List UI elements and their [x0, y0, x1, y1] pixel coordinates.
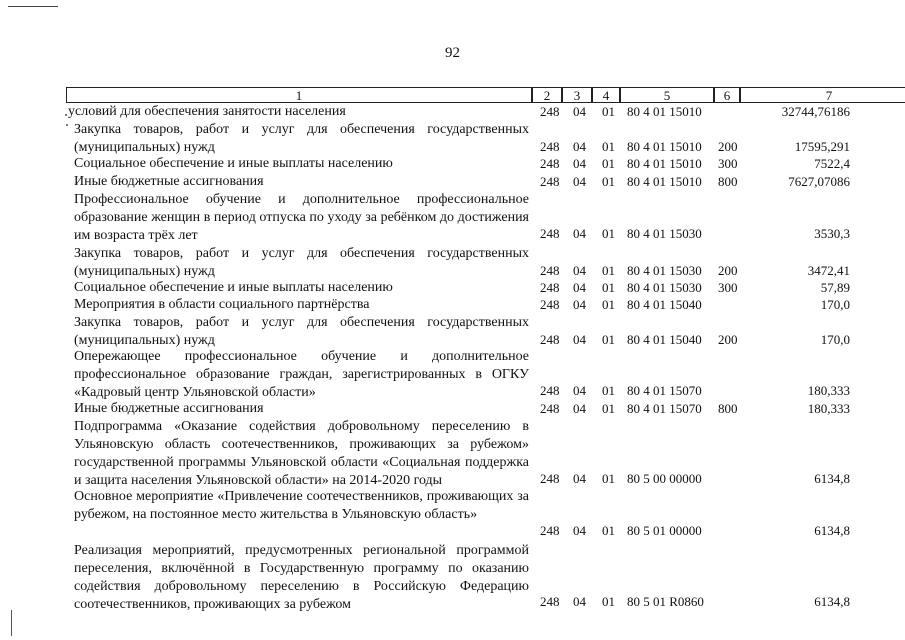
row-sum: 6134,8 [814, 471, 850, 486]
row-pr-code: 01 [602, 332, 615, 347]
row-description: Закупка товаров, работ и услуг для обеспечения государственных (муниципальных) нужд [74, 246, 529, 279]
row-pr-code: 01 [602, 383, 615, 398]
row-sum: 6134,8 [814, 594, 850, 609]
row-description: Социальное обеспечение и иные выплаты населению [74, 156, 393, 171]
row-description: Закупка товаров, работ и услуг для обеспечения государственных (муниципальных) нужд [74, 122, 529, 155]
scan-dot [66, 124, 68, 126]
row-vr-code: 200 [718, 332, 738, 347]
row-sum: 57,89 [820, 280, 850, 295]
row-gr-code: 248 [540, 523, 560, 538]
row-rz-code: 04 [573, 594, 586, 609]
row-gr-code: 248 [540, 332, 560, 347]
row-description: Закупка товаров, работ и услуг для обеспечения государственных (муниципальных) нужд [74, 315, 529, 348]
row-rz-code: 04 [573, 139, 586, 154]
row-cs-code: 80 4 01 15010 [627, 174, 702, 189]
row-pr-code: 01 [602, 280, 615, 295]
row-rz-code: 04 [573, 383, 586, 398]
row-rz-code: 04 [573, 174, 586, 189]
header-col-7: 7 [740, 87, 905, 103]
row-rz-code: 04 [573, 297, 586, 312]
row-rz-code: 04 [573, 401, 586, 416]
row-gr-code: 248 [540, 594, 560, 609]
row-gr-code: 248 [540, 471, 560, 486]
row-gr-code: 248 [540, 297, 560, 312]
row-cs-code: 80 5 01 R0860 [627, 594, 704, 609]
row-sum: 170,0 [820, 297, 850, 312]
row-gr-code: 248 [540, 401, 560, 416]
row-rz-code: 04 [573, 226, 586, 241]
row-gr-code: 248 [540, 156, 560, 171]
row-description: условий для обеспечения занятости населения [68, 104, 346, 119]
row-description: Мероприятия в области социального партнёрства [74, 297, 370, 312]
row-cs-code: 80 4 01 15010 [627, 104, 702, 119]
row-sum: 7522,4 [814, 156, 850, 171]
row-sum: 180,333 [807, 383, 850, 398]
row-pr-code: 01 [602, 263, 615, 278]
row-cs-code: 80 4 01 15070 [627, 401, 702, 416]
row-description: Основное мероприятие «Привлечение соотечественников, проживающих за рубежом, на постоянное место жительства в Ульяновскую область» [74, 489, 529, 522]
row-vr-code: 200 [718, 263, 738, 278]
scan-dot [65, 114, 67, 116]
row-description: Социальное обеспечение и иные выплаты населению [74, 280, 393, 295]
scan-margin-line [11, 610, 12, 636]
row-sum: 170,0 [820, 332, 850, 347]
row-vr-code: 300 [718, 280, 738, 295]
header-col-1: 1 [66, 87, 532, 103]
row-sum: 180,333 [807, 401, 850, 416]
page-number: 92 [445, 45, 460, 61]
row-rz-code: 04 [573, 104, 586, 119]
row-rz-code: 04 [573, 471, 586, 486]
header-col-5: 5 [620, 87, 714, 103]
header-col-2: 2 [532, 87, 562, 103]
row-cs-code: 80 5 01 00000 [627, 523, 702, 538]
row-sum: 3472,41 [807, 263, 850, 278]
row-sum: 32744,76186 [781, 104, 850, 119]
row-cs-code: 80 4 01 15040 [627, 332, 702, 347]
row-gr-code: 248 [540, 280, 560, 295]
row-cs-code: 80 5 00 00000 [627, 471, 702, 486]
row-gr-code: 248 [540, 383, 560, 398]
row-description: Профессиональное обучение и дополнительное профессиональное образование женщин в период отпуска по уходу за ребёнком до достижения им возраста трёх лет [74, 192, 529, 243]
row-pr-code: 01 [602, 471, 615, 486]
row-rz-code: 04 [573, 280, 586, 295]
row-vr-code: 800 [718, 401, 738, 416]
header-col-6: 6 [714, 87, 740, 103]
row-pr-code: 01 [602, 104, 615, 119]
header-col-3: 3 [562, 87, 592, 103]
row-description: Опережающее профессиональное обучение и дополнительное профессиональное образование граждан, зарегистрированных в ОГКУ «Кадровый центр Ульяновской области» [74, 349, 529, 400]
row-sum: 7627,07086 [788, 174, 850, 189]
row-pr-code: 01 [602, 174, 615, 189]
row-cs-code: 80 4 01 15030 [627, 263, 702, 278]
row-vr-code: 200 [718, 139, 738, 154]
row-gr-code: 248 [540, 226, 560, 241]
row-rz-code: 04 [573, 263, 586, 278]
row-pr-code: 01 [602, 139, 615, 154]
row-rz-code: 04 [573, 156, 586, 171]
row-cs-code: 80 4 01 15010 [627, 156, 702, 171]
row-pr-code: 01 [602, 226, 615, 241]
header-col-4: 4 [592, 87, 620, 103]
scan-corner-line [8, 6, 58, 7]
row-cs-code: 80 4 01 15010 [627, 139, 702, 154]
row-rz-code: 04 [573, 523, 586, 538]
row-cs-code: 80 4 01 15070 [627, 383, 702, 398]
row-gr-code: 248 [540, 263, 560, 278]
row-description: Иные бюджетные ассигнования [74, 174, 264, 189]
row-gr-code: 248 [540, 104, 560, 119]
row-vr-code: 800 [718, 174, 738, 189]
row-description: Подпрограмма «Оказание содействия добровольному переселению в Ульяновскую область соотечественников, проживающих за рубежом» государственной программы Ульяновской области «Социальная поддержка и защита населения Ульяновской области» на 2014-2020 годы [74, 419, 529, 488]
row-cs-code: 80 4 01 15030 [627, 280, 702, 295]
row-gr-code: 248 [540, 174, 560, 189]
row-sum: 17595,291 [794, 139, 850, 154]
row-sum: 3530,3 [814, 226, 850, 241]
row-description: Реализация мероприятий, предусмотренных региональной программой переселения, включённой в Государственную программу по оказанию содействия добровольному переселению в Российскую Федерацию соотечественников, проживающих за рубежом [74, 543, 529, 612]
row-gr-code: 248 [540, 139, 560, 154]
row-pr-code: 01 [602, 156, 615, 171]
row-cs-code: 80 4 01 15030 [627, 226, 702, 241]
row-rz-code: 04 [573, 332, 586, 347]
row-pr-code: 01 [602, 401, 615, 416]
row-pr-code: 01 [602, 297, 615, 312]
row-vr-code: 300 [718, 156, 738, 171]
row-pr-code: 01 [602, 523, 615, 538]
row-description: Иные бюджетные ассигнования [74, 401, 264, 416]
row-pr-code: 01 [602, 594, 615, 609]
row-cs-code: 80 4 01 15040 [627, 297, 702, 312]
row-sum: 6134,8 [814, 523, 850, 538]
